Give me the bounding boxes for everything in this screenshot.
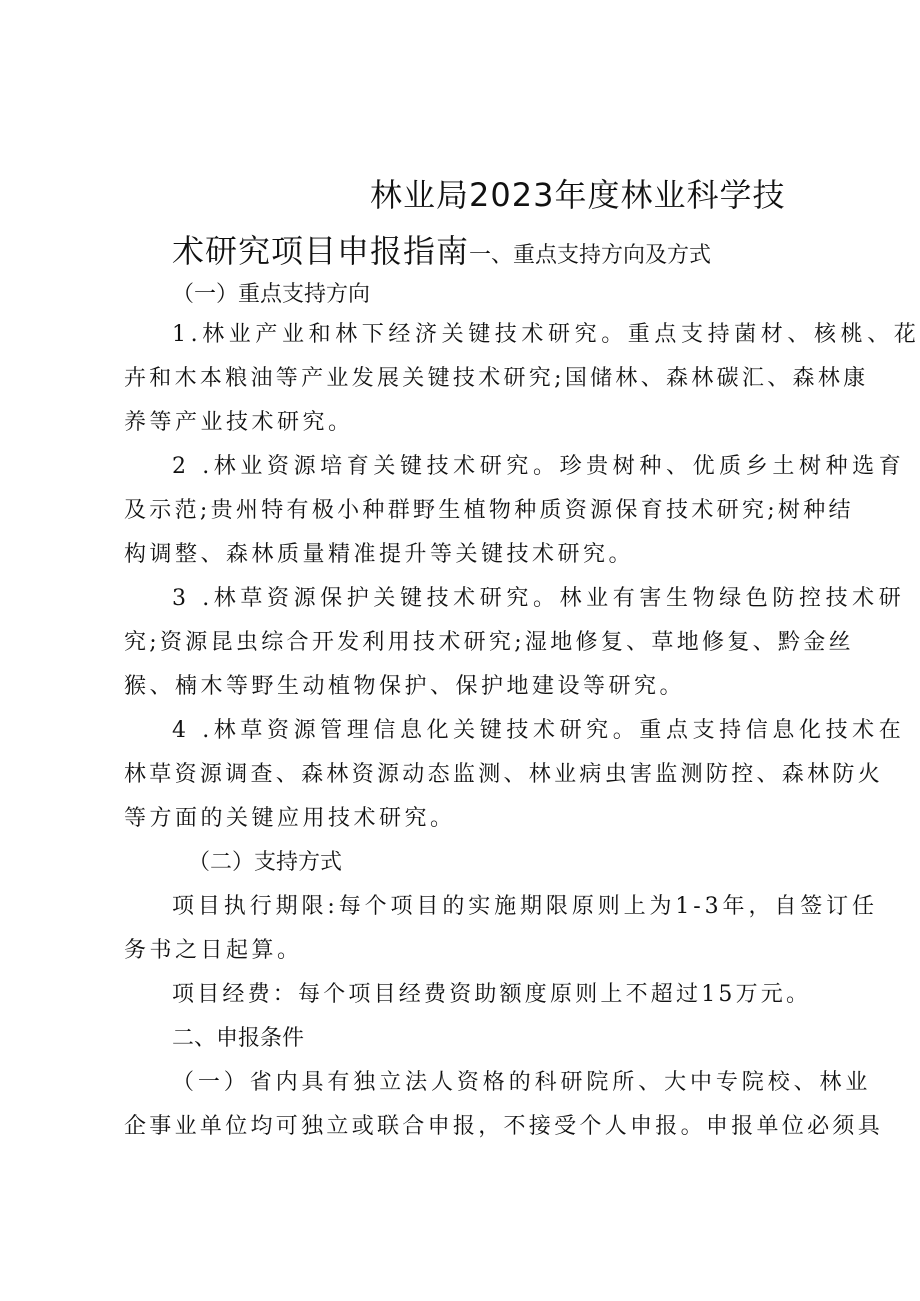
document-title-line-2 <box>172 226 711 272</box>
paragraph-3-line-2: 究;资源昆虫综合开发利用技术研究;湿地修复、草地修复、黔金丝 <box>124 630 854 655</box>
section-heading-1: 一、重点支持方向及方式 <box>469 243 712 268</box>
paragraph-4-line-2: 林草资源调查、森林资源动态监测、林业病虫害监测防控、森林防火 <box>124 762 884 787</box>
paragraph-5-line-2: 务书之日起算。 <box>124 938 303 963</box>
subsection-heading-2: （二）支持方式 <box>188 850 343 875</box>
document-title-line-1: 林业局2023年度林业科学技 <box>370 176 786 214</box>
paragraph-3-line-1: 3 .林草资源保护关键技术研究。林业有害生物绿色防控技术研 <box>172 586 906 611</box>
paragraph-7-line-2: 企事业单位均可独立或联合申报，不接受个人申报。申报单位必须具 <box>124 1114 884 1139</box>
paragraph-3-line-3: 猴、楠木等野生动植物保护、保护地建设等研究。 <box>124 674 686 699</box>
paragraph-1-line-1: 1.林业产业和林下经济关键技术研究。重点支持菌材、核桃、花 <box>172 322 920 347</box>
section-heading-2: 二、申报条件 <box>172 1026 305 1051</box>
paragraph-7-line-1: （一）省内具有独立法人资格的科研院所、大中专院校、林业 <box>172 1070 872 1095</box>
paragraph-2-line-3: 构调整、森林质量精准提升等关键技术研究。 <box>124 542 635 567</box>
paragraph-4-line-1: 4 .林草资源管理信息化关键技术研究。重点支持信息化技术在 <box>172 718 906 743</box>
paragraph-5-line-1: 项目执行期限:每个项目的实施期限原则上为1-3年，自签订任 <box>172 894 878 919</box>
paragraph-1-line-3: 养等产业技术研究。 <box>124 410 354 435</box>
paragraph-2-line-2: 及示范;贵州特有极小种群野生植物种质资源保育技术研究;树种结 <box>124 498 854 523</box>
paragraph-2-line-1: 2 .林业资源培育关键技术研究。珍贵树种、优质乡土树种选育 <box>172 454 906 479</box>
paragraph-6: 项目经费：每个项目经费资助额度原则上不超过15万元。 <box>172 982 812 1007</box>
subsection-heading-1: （一）重点支持方向 <box>172 282 371 307</box>
document-title-part-2: 术研究项目申报指南 <box>172 232 470 270</box>
paragraph-1-line-2: 卉和木本粮油等产业发展关键技术研究;国储林、森林碳汇、森林康 <box>124 366 869 391</box>
paragraph-4-line-3: 等方面的关键应用技术研究。 <box>124 806 456 831</box>
